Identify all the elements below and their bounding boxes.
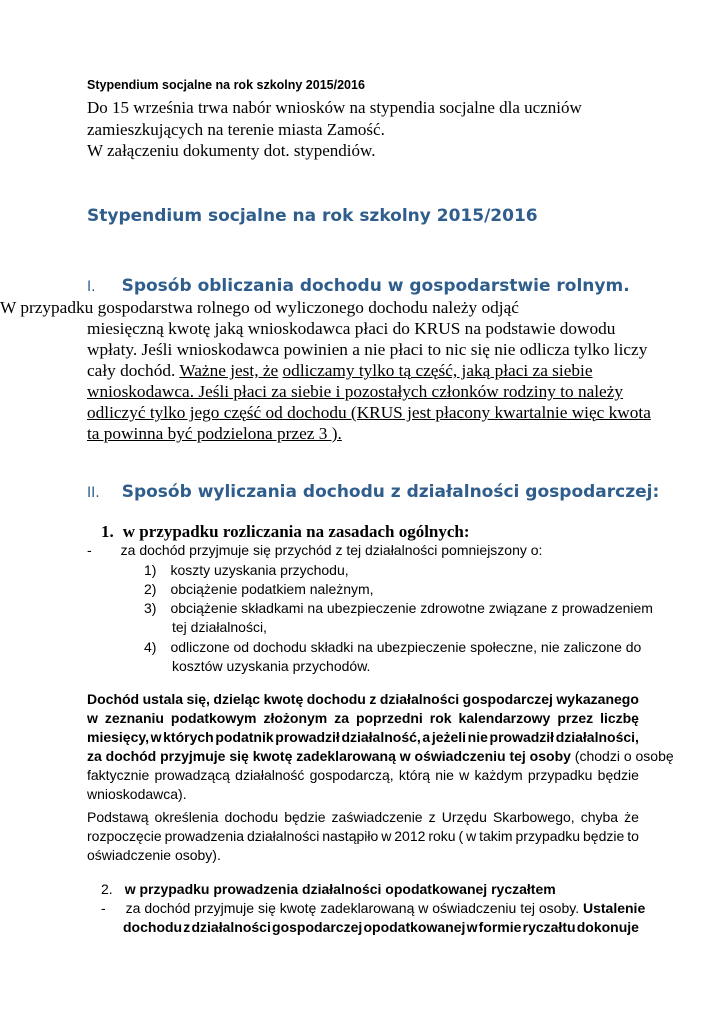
section-1-line-4-underline-b: odliczamy tylko tą część, jaką płaci za siebie xyxy=(282,361,593,380)
word: dzieląc xyxy=(213,691,261,707)
para-1-line-6: wnioskodawca). xyxy=(87,786,187,802)
word: opodatkowanej xyxy=(363,919,466,935)
word: w xyxy=(381,828,392,844)
para-1-line-4 xyxy=(87,747,674,765)
word: przez xyxy=(557,710,594,726)
list-item-number: 1) xyxy=(144,562,157,578)
word: dochodu xyxy=(224,809,279,825)
list-item-text: obciążenie składkami na ubezpieczenie zdrowotne związane z prowadzeniem xyxy=(170,600,653,616)
word: nie xyxy=(467,729,488,745)
section-2-number: II. xyxy=(87,485,100,501)
word: w xyxy=(87,710,98,726)
subsection-2-heading xyxy=(101,880,556,898)
list-item-text: odliczone od dochodu składki na ubezpieczenie społeczne, nie zaliczone do xyxy=(170,639,642,655)
word: z xyxy=(428,809,436,825)
word: kwotę xyxy=(263,691,304,707)
section-1-line-3: wpłaty. Jeśli wnioskodawca powinien a nie płaci to nic się nie odlicza tylko liczy xyxy=(87,340,648,359)
word: działalności xyxy=(379,691,460,707)
word: ryczałtu xyxy=(522,919,576,935)
word: ( xyxy=(458,828,464,844)
main-title: Stypendium socjalne na rok szkolny 2015/2016 xyxy=(87,206,538,226)
word: Urzędu xyxy=(441,809,487,825)
section-1-line-1: W przypadku gospodarstwa rolnego od wyliczonego dochodu należy odjąć xyxy=(0,298,519,317)
word: w xyxy=(466,919,478,935)
para-2-line-2 xyxy=(87,827,639,845)
subsection-2-number: 2. xyxy=(101,881,113,897)
section-1-line-7: ta powinna być podzielona przez 3 ). xyxy=(87,424,342,443)
para-2-line-3: oświadczenie osoby). xyxy=(87,847,221,863)
word: wykazanego xyxy=(556,691,639,707)
word: którą xyxy=(398,767,431,783)
para-1-line-4-normal: (chodzi o osobę xyxy=(570,748,674,764)
word: takim xyxy=(479,828,513,844)
section-1-line-2: miesięczną kwotę jaką wnioskodawca płaci do KRUS na podstawie dowodu xyxy=(87,319,616,338)
word: w xyxy=(459,767,470,783)
word: gospodarczej xyxy=(462,691,553,707)
small-title: Stypendium socjalne na rok szkolny 2015/2016 xyxy=(87,78,365,92)
word: a xyxy=(422,729,431,745)
dash-intro-text: za dochód przyjmuje się przychód z tej działalności pomniejszony o: xyxy=(120,542,543,558)
dash-mark: - xyxy=(87,542,92,558)
word: liczbę xyxy=(600,710,639,726)
word: działalności xyxy=(246,828,320,844)
word: faktycznie xyxy=(87,767,150,783)
section-1-line-4-underline-a: Ważne jest, że xyxy=(179,361,279,380)
word: ustala xyxy=(142,691,184,707)
word: zaświadczenie xyxy=(331,809,423,825)
word: chyba xyxy=(580,809,619,825)
word: dokonuje xyxy=(576,919,639,935)
subsection-2-dash-line xyxy=(101,899,645,917)
section-1-line-5: wnioskodawca. Jeśli płaci za siebie i pozostałych członków rodziny to należy xyxy=(87,382,624,401)
lead-line-1: Do 15 września trwa nabór wniosków na stypendia socjalne dla uczniów xyxy=(87,98,582,117)
list-item-number: 3) xyxy=(144,600,157,616)
lead-line-2: zamieszkujących na terenie miasta Zamość. xyxy=(87,120,385,139)
section-1-line-4-plain: cały dochód. xyxy=(87,361,180,380)
section-2-heading xyxy=(87,482,659,502)
para-2-line-1 xyxy=(87,808,639,826)
word: zeznaniu xyxy=(104,710,164,726)
word: Skarbowego, xyxy=(492,809,575,825)
section-1-number: I. xyxy=(87,279,96,295)
subsection-1-heading xyxy=(101,522,470,542)
word: rozpoczęcie xyxy=(87,828,162,844)
word: za xyxy=(334,710,349,726)
word: to xyxy=(627,828,639,844)
word: określenia xyxy=(154,809,219,825)
word: przypadku xyxy=(515,828,581,844)
word: będzie xyxy=(597,767,639,783)
list-item-number: 2) xyxy=(144,581,157,597)
list-item-continuation: tej działalności, xyxy=(172,619,267,635)
section-1-line-4 xyxy=(87,361,593,380)
word: działalność xyxy=(235,767,305,783)
word: w xyxy=(466,828,477,844)
word: Dochód xyxy=(87,691,140,707)
section-2-title: Sposób wyliczania dochodu z działalności gospodarczej: xyxy=(121,482,660,502)
subsection-1-title: w przypadku rozliczania na zasadach ogólnych: xyxy=(122,522,470,541)
list-item xyxy=(144,580,374,598)
word: z xyxy=(183,919,191,935)
word: działalności, xyxy=(555,729,639,745)
list-item xyxy=(144,561,349,579)
word: prowadzącą xyxy=(154,767,230,783)
para-1-line-4-bold: za dochód przyjmuje się kwotę zadeklarowaną w oświadczeniu tej osoby xyxy=(87,748,571,764)
word: gospodarczą, xyxy=(309,767,394,783)
dash-intro xyxy=(87,541,542,559)
word: prowadzenia xyxy=(164,828,245,844)
word: przypadku xyxy=(527,767,593,783)
word: Podstawą xyxy=(87,809,149,825)
para-1-line-2 xyxy=(87,709,639,727)
word: gospodarczej xyxy=(272,919,363,935)
word: działalności xyxy=(191,919,271,935)
word: działalność, xyxy=(341,729,421,745)
word: dochodu xyxy=(306,691,366,707)
list-item xyxy=(144,638,641,656)
section-1-heading xyxy=(87,276,630,296)
word: rok xyxy=(429,710,452,726)
list-item xyxy=(144,599,653,617)
list-item-number: 4) xyxy=(144,639,157,655)
word: będzie xyxy=(583,828,625,844)
word: podatkowym xyxy=(170,710,257,726)
word: kalendarzowy xyxy=(458,710,551,726)
subsection-1-number: 1. xyxy=(101,522,114,541)
list-item-text: koszty uzyskania przychodu, xyxy=(170,562,349,578)
last-line xyxy=(123,918,639,936)
subsection-2-dash-text: za dochód przyjmuje się kwotę zadeklarowaną w oświadczeniu tej osoby. xyxy=(125,900,580,916)
word: miesięcy, xyxy=(87,729,150,745)
word: 2012 xyxy=(394,828,426,844)
para-1-line-5 xyxy=(87,766,639,784)
section-1-line-6: odliczyć tylko jego część od dochodu (KRUS jest płacony kwartalnie więc kwota xyxy=(87,403,651,422)
word: z xyxy=(369,691,377,707)
word: w xyxy=(150,729,162,745)
word: że xyxy=(624,809,639,825)
lead-line-3: W załączeniu dokumenty dot. stypendiów. xyxy=(87,141,376,160)
word: prowadził xyxy=(489,729,555,745)
word: nie xyxy=(435,767,454,783)
dash-mark: - xyxy=(101,900,106,916)
word: dochodu xyxy=(123,919,183,935)
para-1-line-1 xyxy=(87,690,639,708)
word: prowadził xyxy=(275,729,340,745)
word: jeżeli xyxy=(431,729,467,745)
word: których xyxy=(163,729,214,745)
word: się, xyxy=(186,691,210,707)
word: podatnik xyxy=(215,729,274,745)
subsection-2-dash-bold: Ustalenie xyxy=(582,900,646,916)
subsection-2-title: w przypadku prowadzenia działalności opodatkowanej ryczałtem xyxy=(124,881,556,897)
para-1-line-3 xyxy=(87,728,639,746)
section-1-title: Sposób obliczania dochodu w gospodarstwie rolnym. xyxy=(121,276,630,296)
word: będzie xyxy=(284,809,326,825)
word: nastąpiło xyxy=(322,828,379,844)
list-item-text: obciążenie podatkiem należnym, xyxy=(170,581,374,597)
word: formie xyxy=(478,919,522,935)
word: poprzedni xyxy=(355,710,423,726)
word: roku xyxy=(428,828,456,844)
list-item-continuation: kosztów uzyskania przychodów. xyxy=(172,658,371,674)
word: każdym xyxy=(474,767,523,783)
word: złożonym xyxy=(263,710,328,726)
